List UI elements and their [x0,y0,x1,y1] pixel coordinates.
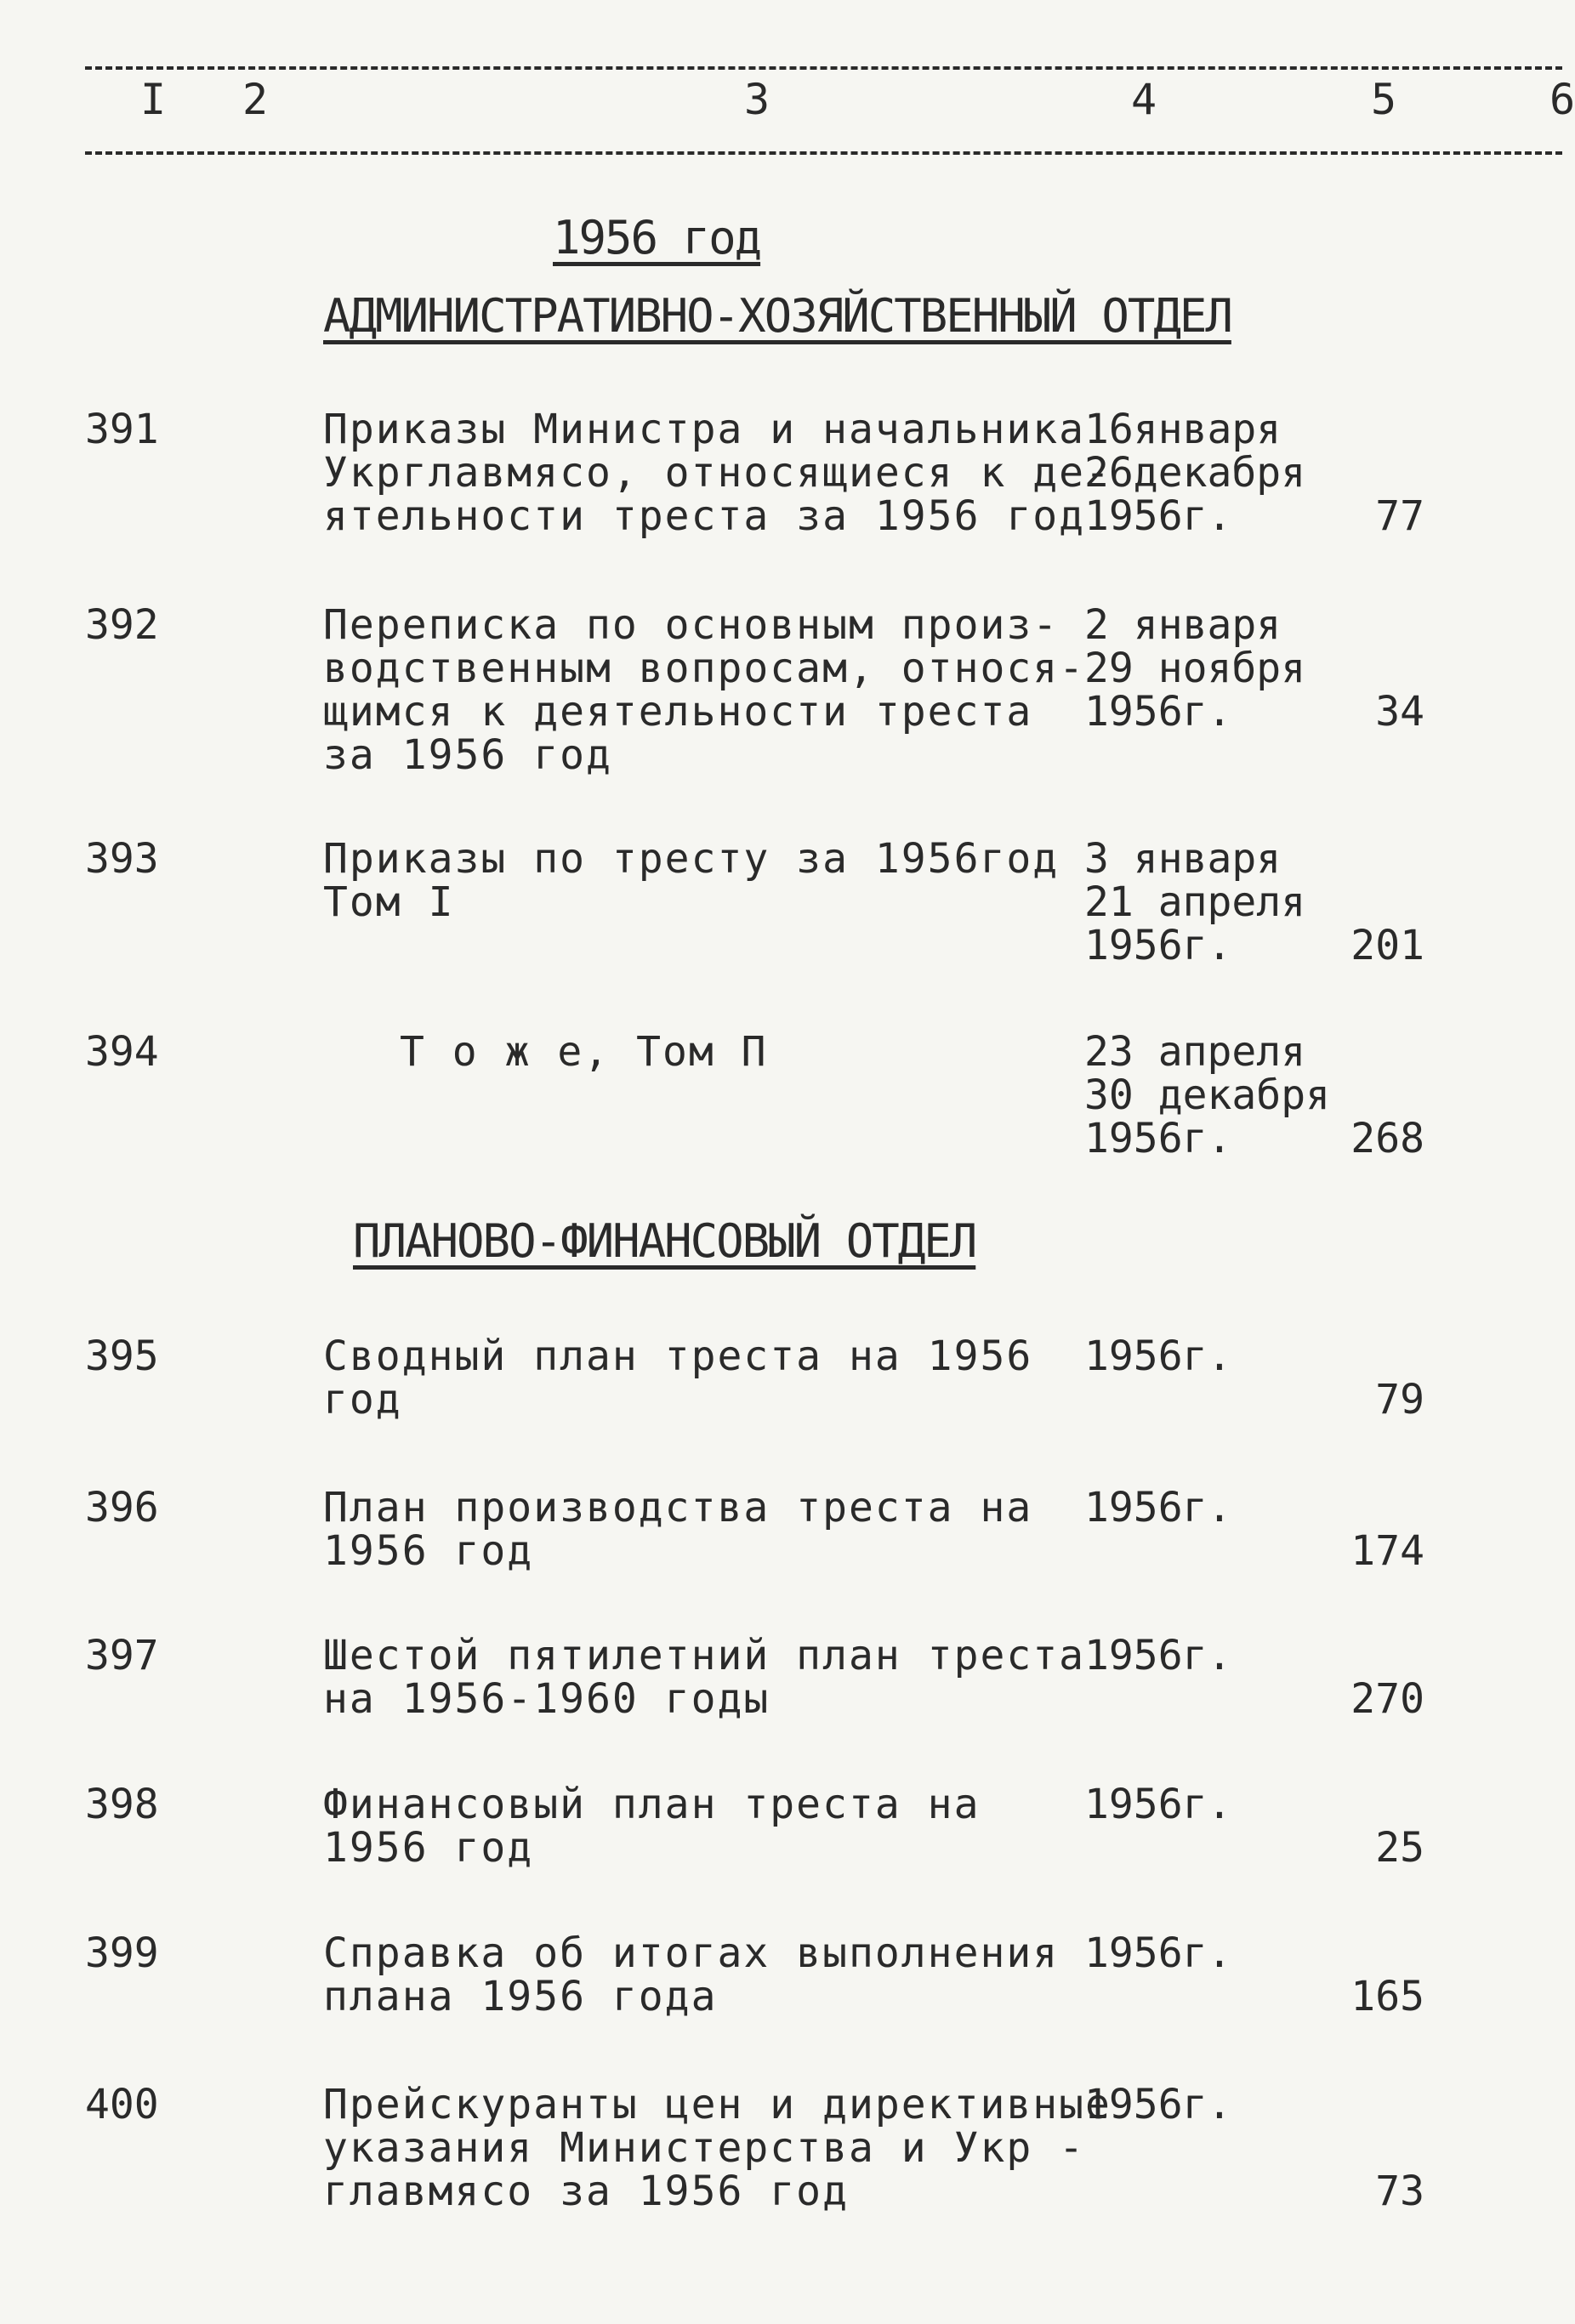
column-number-3: 3 [744,75,770,124]
entry-title-line: щимся к деятельности треста [323,688,1033,736]
entry-title-line: Прейскуранты цен и директивные [323,2081,1112,2128]
entry-dates [1084,408,1305,538]
entry-sheet-count: 79 [1375,1376,1424,1423]
entry-date-line: 1956г. [1084,688,1232,736]
entry-date-line: 1956г. [1084,922,1232,969]
entry-title-line: за 1956 год [323,731,612,779]
entry-number: 396 [85,1484,159,1531]
entry-date-line: 1956г. [1084,2081,1232,2128]
entry-title [323,1929,1106,2020]
entry-title [323,1486,1106,1573]
entry-date-line: 1956г. [1084,1332,1232,1380]
entry-date-line: 23 апреля [1084,1028,1306,1076]
column-number-5: 5 [1371,75,1397,124]
entry-date-line: 21 апреля [1084,878,1306,926]
entry-title-line: Сводный план треста на 1956 [323,1332,1033,1380]
entry-date-line: 1956г. [1084,1632,1232,1679]
entry-title [323,1634,1106,1721]
entry-title-line: Приказы Министра и начальника [323,406,1086,453]
column-number-2: 2 [242,75,269,124]
entry-title-line: плана 1956 года [323,1973,718,2020]
entry-dates [1084,1783,1231,1827]
entry-date-line: 2 января [1084,601,1282,649]
entry-dates [1084,601,1306,736]
entry-date-line: 30 декабря [1084,1071,1330,1119]
entry-number: 394 [85,1028,159,1076]
entry-dates [1084,1634,1231,1678]
entry-title-line: План производства треста на [323,1484,1033,1531]
entry-title-line: 1956 год [323,1527,534,1575]
entry-title-line: главмясо за 1956 год [323,2168,849,2215]
entry-date-line: 26декабря [1084,449,1306,497]
entry-sheet-count: 201 [1350,922,1424,969]
entry-title-line: на 1956-1960 годы [323,1675,770,1723]
entry-dates [1084,1929,1232,1977]
entry-title [323,2081,1112,2215]
entry-number: 391 [85,406,159,453]
entry-number: 393 [85,835,159,883]
column-number-6: 6 [1549,75,1575,124]
entry-dates [1084,1028,1330,1162]
entry-title-line: Справка об итогах выполнения [323,1929,1060,1977]
entry-date-line: 1956г. [1084,1484,1232,1531]
entry-date-line: 1956г. [1084,492,1232,540]
entry-title-line: Том I [323,878,455,926]
header-rule-top [85,66,1562,70]
entry-title-line: Приказы по тресту за 1956год [323,835,1060,883]
entry-title-line: 1956 год [323,1824,534,1872]
entry-dates [1084,2083,1231,2127]
entry-title-line: Переписка по основным произ- [323,601,1060,649]
entry-title-line: ятельности треста за 1956 год [323,492,1086,540]
entry-title-line: Шестой пятилетний план треста [323,1632,1086,1679]
entry-number: 399 [85,1929,159,1977]
entry-sheet-count: 270 [1350,1675,1424,1723]
entry-date-line: 1956г. [1084,1781,1232,1828]
section-title-admin: АДМИНИСТРАТИВНО-ХОЗЯЙСТВЕННЫЙ ОТДЕЛ [323,289,1231,343]
entry-title-line: Финансовый план треста на [323,1781,981,1828]
column-number-1: I [140,75,167,124]
entry-sheet-count: 25 [1375,1824,1424,1872]
entry-title-line: Т о ж е, Том П [400,1028,768,1076]
entry-title [323,406,1112,540]
entry-sheet-count: 165 [1350,1973,1424,2020]
entry-title-line: указания Министерства и Укр - [323,2124,1086,2172]
section-title-planning: ПЛАНОВО-ФИНАНСОВЫЙ ОТДЕЛ [353,1214,976,1268]
entry-date-line: 1956г. [1084,1929,1232,1977]
entry-title-line: год [323,1376,402,1423]
entry-dates [1084,835,1306,969]
entry-date-line: 16января [1084,406,1282,453]
entry-date-line: 3 января [1084,835,1282,883]
entry-sheet-count: 77 [1375,492,1424,540]
entry-number: 400 [85,2081,159,2128]
entry-title [323,1783,1106,1870]
header-rule-bottom [85,151,1562,155]
entry-number: 398 [85,1781,159,1828]
entry-sheet-count: 174 [1350,1527,1424,1575]
entry-number: 395 [85,1332,159,1380]
column-number-4: 4 [1131,75,1157,124]
entry-sheet-count: 73 [1375,2168,1424,2215]
entry-title [323,835,1106,926]
entry-sheet-count: 34 [1375,688,1424,736]
entry-date-line: 1956г. [1084,1115,1232,1162]
entry-title-line: водственным вопросам, относя- [323,645,1086,692]
entry-dates [1084,1332,1232,1380]
entry-number: 397 [85,1632,159,1679]
entry-sheet-count: 268 [1350,1115,1424,1162]
entry-title [323,1332,1106,1423]
year-heading: 1956 год [553,211,761,264]
entry-title [400,1028,1182,1076]
entry-number: 392 [85,601,159,649]
entry-dates [1084,1486,1231,1530]
entry-title-line: Укрглавмясо, относящиеся к де- [323,449,1112,497]
entry-title [323,601,1106,779]
entry-date-line: 29 ноября [1084,645,1306,692]
